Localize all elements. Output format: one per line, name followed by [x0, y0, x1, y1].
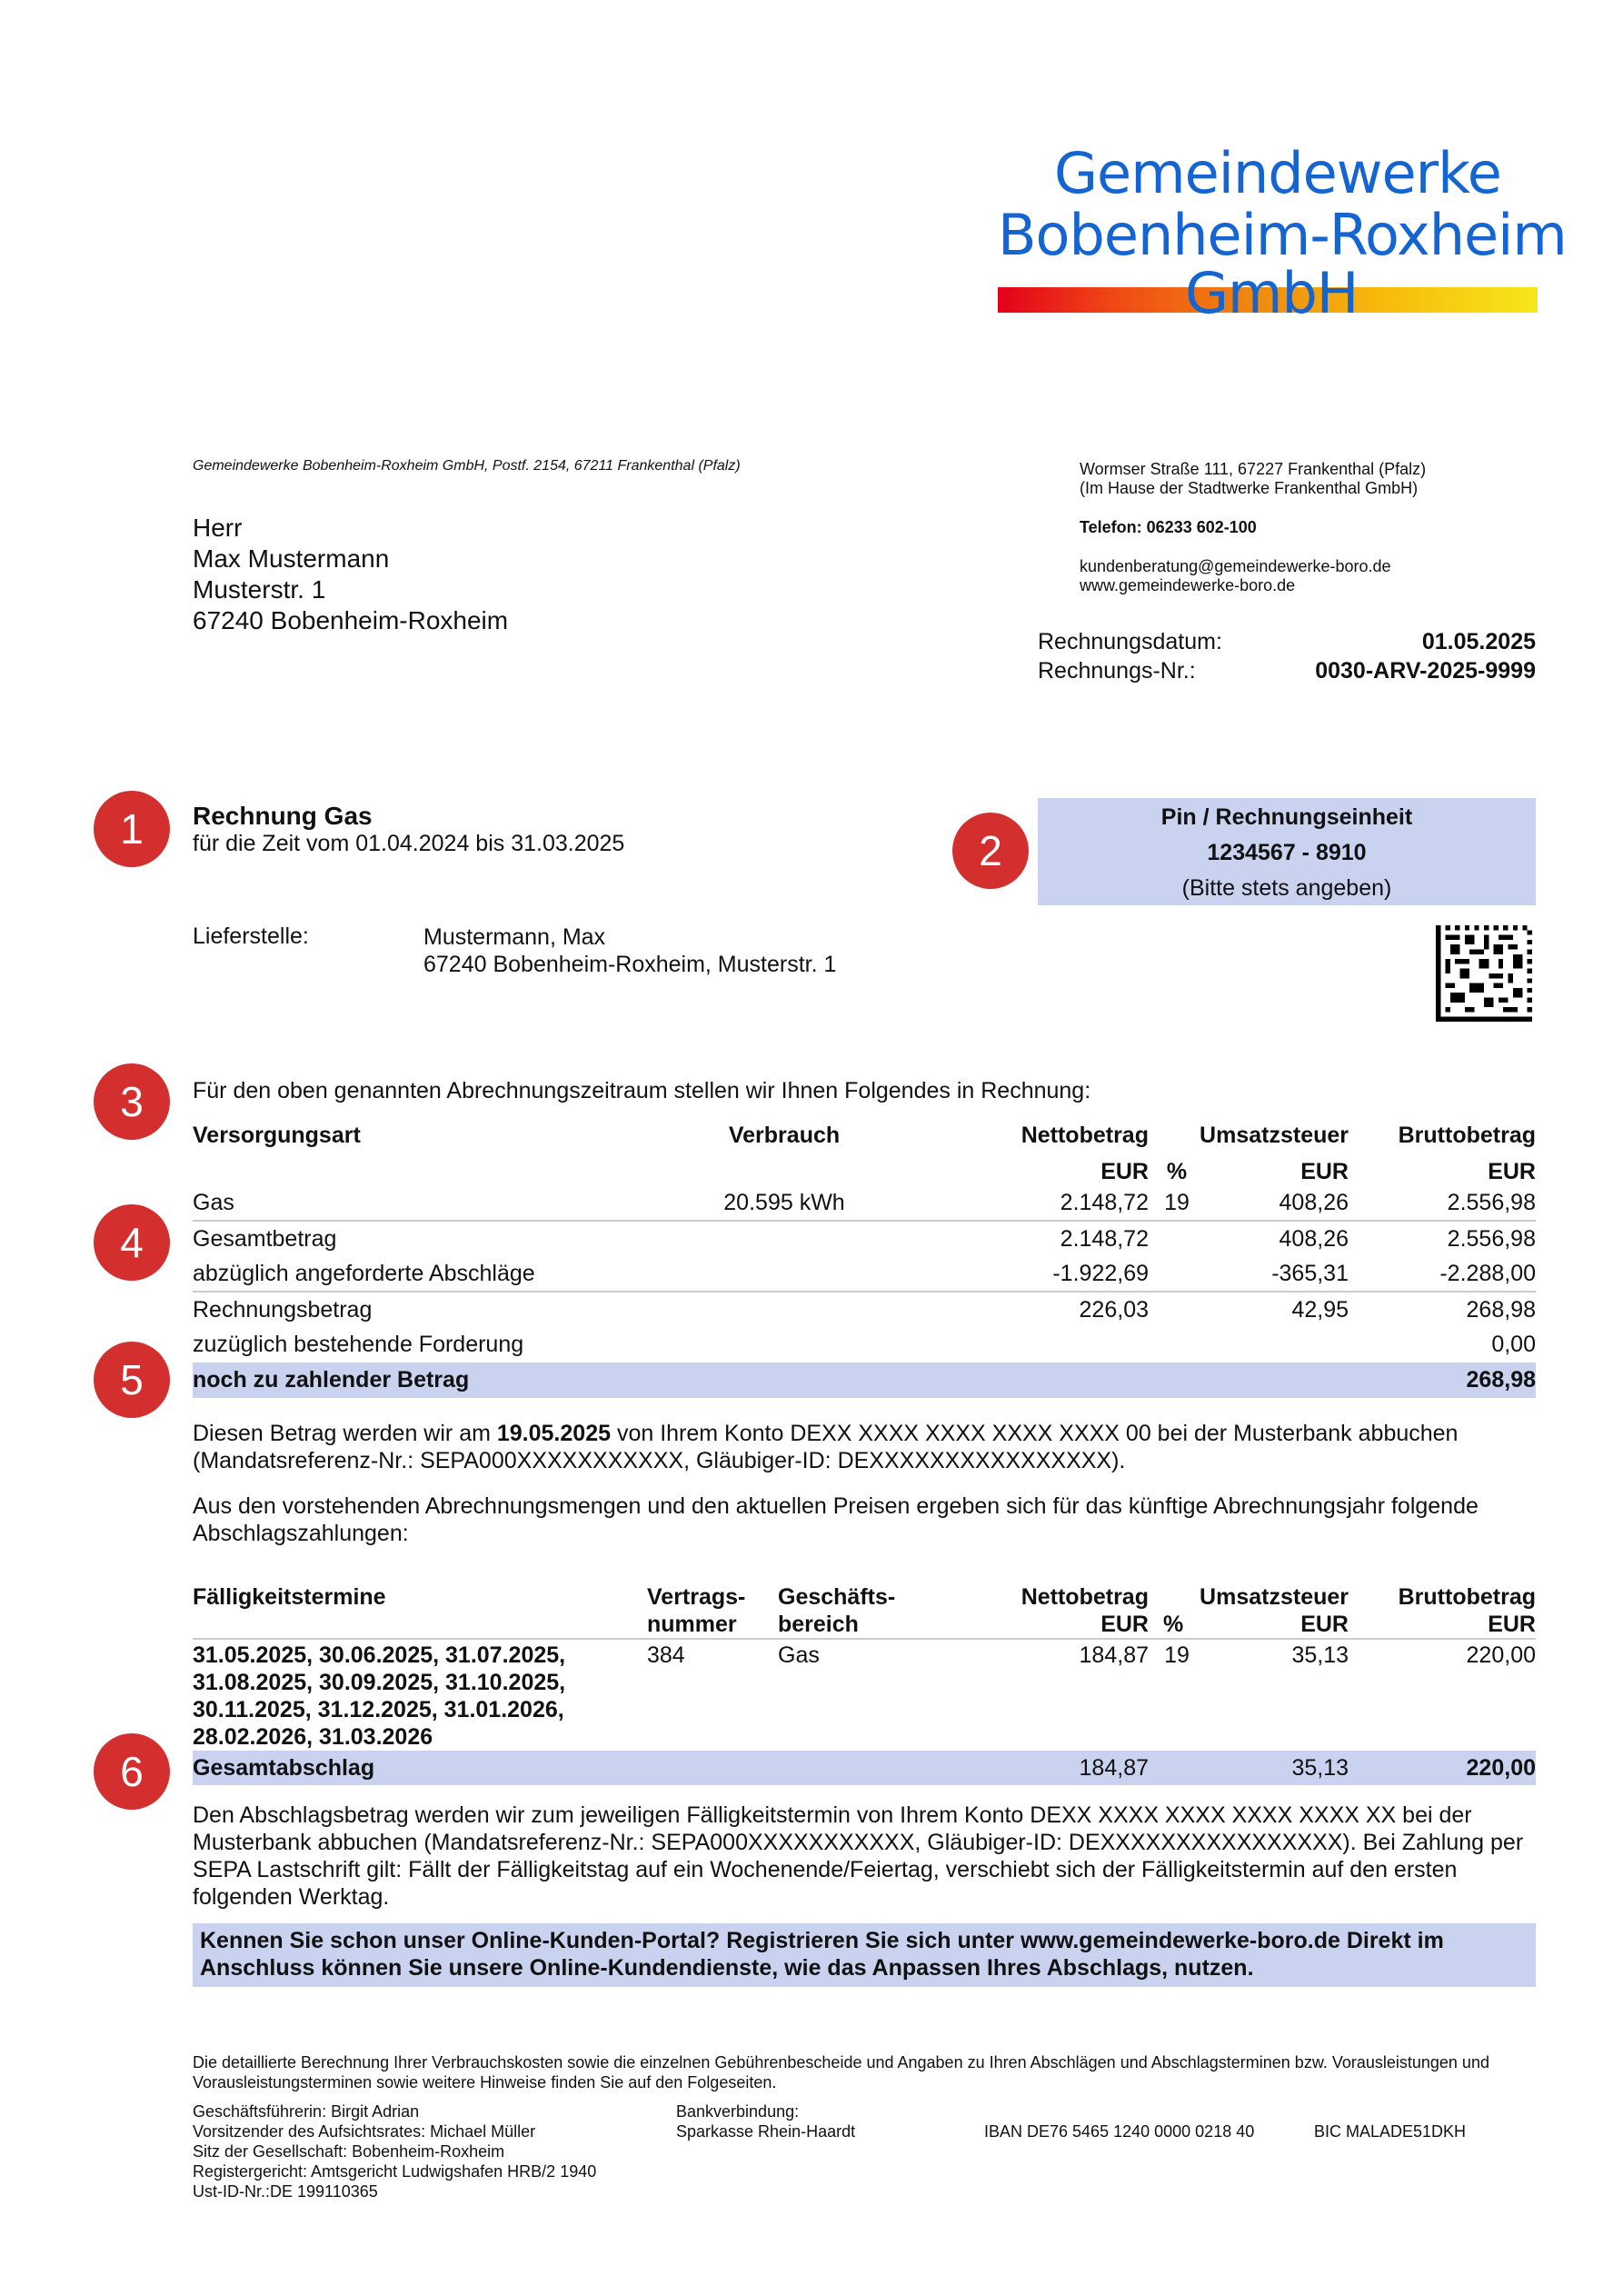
- delivery-address: [423, 923, 836, 978]
- delivery-label: Lieferstelle:: [193, 923, 309, 949]
- pin-note: (Bitte stets angeben): [1181, 875, 1392, 901]
- logo-line-3: GmbH: [1185, 260, 1359, 326]
- billing-intro: Für den oben genannten Abrechnungszeitraum stellen wir Ihnen Folgendes in Rechnung:: [193, 1078, 1091, 1103]
- marker-4: 4: [94, 1204, 170, 1281]
- billing-unit-gross: EUR: [1488, 1159, 1536, 1184]
- billing-unit-tax-pct: %: [1166, 1159, 1188, 1184]
- schedule-header-gross: Bruttobetrag EUR: [1398, 1584, 1536, 1637]
- table-row: [193, 1639, 1536, 1751]
- sender-return-address: Gemeindewerke Bobenheim-Roxheim GmbH, Postf. 2154, 67211 Frankenthal (Pfalz): [193, 458, 741, 474]
- debit-date: 19.05.2025: [496, 1421, 611, 1446]
- contact-block: [1080, 460, 1426, 595]
- schedule-gross: 220,00: [1349, 1639, 1536, 1751]
- logo-line-2: Bobenheim-Roxheim: [998, 202, 1567, 268]
- table-row: Gas 20.595 kWh 2.148,72 19 408,26 2.556,98: [193, 1185, 1536, 1221]
- footer-note: Die detaillierte Berechnung Ihrer Verbrauchskosten sowie die einzelnen Gebührenbescheide und Angaben zu Ihren Abschlägen und Abschlagsterminen bzw. Vorausleistungen und Vorausleistungsterminen sowie weitere Hinweise finden Sie auf den Folgeseiten.: [193, 2053, 1489, 2091]
- billing-total-label: noch zu zahlender Betrag: [193, 1363, 1349, 1398]
- schedule-header-row: [193, 1583, 1536, 1639]
- recipient-city: 67240 Bobenheim-Roxheim: [193, 606, 509, 634]
- billing-header-consumption: Verbrauch: [728, 1123, 841, 1148]
- billing-total-value: 268,98: [1349, 1363, 1536, 1398]
- billing-header-tax: Umsatzsteuer: [1200, 1123, 1349, 1148]
- contact-address: Wormser Straße 111, 67227 Frankenthal (Pfalz): [1080, 460, 1427, 478]
- table-row: abzüglich angeforderte Abschläge -1.922,69 -365,31 -2.288,00: [193, 1256, 1536, 1292]
- invoice-title: Rechnung Gas: [193, 802, 373, 830]
- recipient-salutation: Herr: [193, 514, 243, 542]
- billing-table: [193, 1113, 1536, 1398]
- schedule-tax: 35,13: [1205, 1639, 1349, 1751]
- invoice-period: für die Zeit vom 01.04.2024 bis 31.03.2025: [193, 831, 625, 856]
- schedule-total-gross: 220,00: [1349, 1751, 1536, 1785]
- contact-email[interactable]: kundenberatung@gemeindewerke-boro.de: [1080, 557, 1391, 575]
- logo-line-1: Gemeindewerke: [1054, 140, 1501, 206]
- footer-bic: BIC MALADE51DKH: [1314, 2122, 1467, 2141]
- marker-5: 5: [94, 1342, 170, 1418]
- table-row: zuzüglich bestehende Forderung 0,00: [193, 1332, 1536, 1357]
- company-logo: [998, 136, 1567, 327]
- billing-unit-net: EUR: [1100, 1159, 1149, 1184]
- invoice-date-value: 01.05.2025: [1421, 629, 1536, 654]
- schedule-header-dates: Fälligkeitstermine: [193, 1584, 386, 1610]
- schedule-header-area: Geschäfts- bereich: [778, 1584, 896, 1637]
- pin-box: [1038, 798, 1536, 905]
- invoice-number-row: [1038, 656, 1536, 685]
- pin-value: 1234567 - 8910: [1207, 840, 1367, 865]
- billing-total-row: [193, 1363, 1536, 1398]
- marker-1: 1: [94, 791, 170, 867]
- marker-6: 6: [94, 1733, 170, 1810]
- portal-banner: Kennen Sie schon unser Online-Kunden-Portal? Registrieren Sie sich unter www.gemeindewerke-boro.de Direkt im Anschluss können Sie unsere Online-Kundendienste, wie das Anpassen Ihres Abschlags, nutzen.: [193, 1923, 1536, 1987]
- billing-unit-tax-eur: EUR: [1300, 1159, 1349, 1184]
- billing-header-gross: Bruttobetrag: [1398, 1123, 1536, 1148]
- table-row: Gesamtbetrag 2.148,72 408,26 2.556,98: [193, 1225, 1536, 1252]
- contact-phone: Telefon: 06233 602-100: [1080, 518, 1257, 536]
- billing-header-row: [193, 1113, 1536, 1149]
- pin-title: Pin / Rechnungseinheit: [1160, 804, 1413, 830]
- footer-iban: IBAN DE76 5465 1240 0000 0218 40: [984, 2122, 1255, 2141]
- schedule-tax-pct: 19: [1149, 1639, 1205, 1751]
- schedule-header-tax: Umsatzsteuer % EUR: [1163, 1584, 1349, 1637]
- marker-3: 3: [94, 1063, 170, 1140]
- datamatrix-code-icon: [1436, 925, 1532, 1022]
- schedule-contract: 384: [647, 1639, 778, 1751]
- schedule-header-net: Nettobetrag EUR: [1021, 1584, 1149, 1637]
- direct-debit-notice: Den Abschlagsbetrag werden wir zum jeweiligen Fälligkeitstermin von Ihrem Konto DEXX XXXX XXXX XXXX XXXX XX bei der Musterbank abbuchen (Mandatsreferenz-Nr.: SEPA000XXXXXXXXXXX, Gläubiger-ID: DEXXXXXXXXXXXXXXXX). Bei Zahlung per SEPA Lastschrift gilt: Fällt der Fälligkeitstag auf ein Wochenende/Feiertag, verschiebt sich der Fälligkeitstermin auf den ersten folgenden Werktag.: [193, 1802, 1524, 1910]
- billing-unit-row: [193, 1149, 1536, 1185]
- schedule-net: 184,87: [941, 1639, 1149, 1751]
- invoice-date-label: Rechnungsdatum:: [1038, 629, 1222, 654]
- schedule-total-row: [193, 1751, 1536, 1785]
- footer-bank-name: Sparkasse Rhein-Haardt: [676, 2122, 856, 2141]
- delivery-street: 67240 Bobenheim-Roxheim, Musterstr. 1: [423, 952, 837, 977]
- contact-website[interactable]: www.gemeindewerke-boro.de: [1080, 576, 1296, 594]
- schedule-header-contract: Vertrags- nummer: [647, 1584, 746, 1637]
- schedule-total-tax: 35,13: [1205, 1751, 1349, 1785]
- schedule-total-net: 184,87: [941, 1751, 1149, 1785]
- invoice-date-row: [1038, 627, 1536, 656]
- footer-bank: [676, 2101, 855, 2141]
- invoice-meta: [1038, 627, 1536, 685]
- schedule-table: [193, 1583, 1536, 1785]
- footer-company-info: Geschäftsführerin: Birgit Adrian Vorsitzender des Aufsichtsrates: Michael Müller Sitz der Gesellschaft: Bobenheim-Roxheim Registergericht: Amtsgericht Ludwigshafen HRB/2 1940 Ust-ID-Nr.:DE 199110365: [193, 2102, 597, 2201]
- table-row: Rechnungsbetrag 226,03 42,95 268,98: [193, 1296, 1536, 1323]
- recipient-address: [193, 513, 508, 636]
- recipient-street: Musterstr. 1: [193, 575, 326, 604]
- invoice-number-value: 0030-ARV-2025-9999: [1315, 658, 1536, 684]
- delivery-name: Mustermann, Max: [423, 924, 606, 950]
- debit-notice: Diesen Betrag werden wir am 19.05.2025 von Ihrem Konto DEXX XXXX XXXX XXXX XXXX 00 bei der Musterbank abbuchen (Mandatsreferenz-Nr.: SEPA000XXXXXXXXXXX, Gläubiger-ID: DEXXXXXXXXXXXXXXXX).: [193, 1421, 1459, 1473]
- schedule-area: Gas: [778, 1639, 941, 1751]
- schedule-due-dates: 31.05.2025, 30.06.2025, 31.07.2025, 31.08.2025, 30.09.2025, 31.10.2025, 30.11.2025, 31.12.2025, 31.01.2026, 28.02.2026, 31.03.2026: [193, 1639, 647, 1751]
- marker-2: 2: [952, 813, 1029, 889]
- recipient-name: Max Mustermann: [193, 544, 390, 573]
- schedule-total-label: Gesamtabschlag: [193, 1751, 941, 1785]
- billing-header-net: Nettobetrag: [1021, 1123, 1149, 1148]
- invoice-number-label: Rechnungs-Nr.:: [1038, 658, 1196, 684]
- contact-address-note: (Im Hause der Stadtwerke Frankenthal GmbH): [1080, 479, 1419, 497]
- billing-header-type: Versorgungsart: [193, 1123, 361, 1148]
- footer-bank-label: Bankverbindung:: [676, 2102, 800, 2121]
- schedule-intro: Aus den vorstehenden Abrechnungsmengen und den aktuellen Preisen ergeben sich für das künftige Abrechnungsjahr folgende Abschlagszahlungen:: [193, 1493, 1479, 1546]
